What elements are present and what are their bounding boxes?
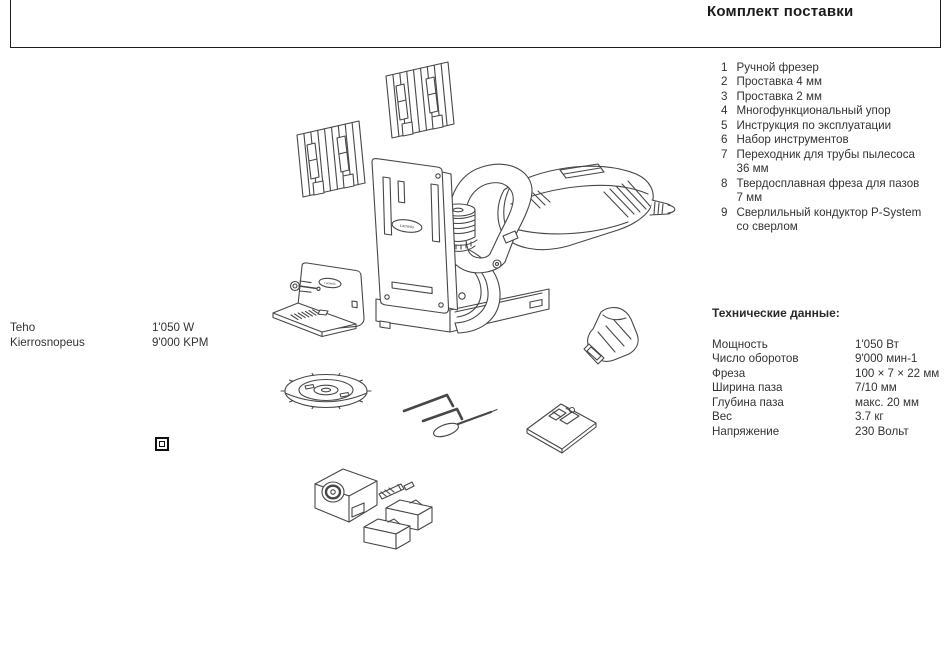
tech-data-table [712, 338, 939, 439]
item-label: со сверлом [736, 219, 798, 233]
list-item-continuation [721, 191, 921, 205]
tech-value: 7/10 мм [855, 381, 897, 395]
list-item [721, 133, 921, 147]
item-number [721, 162, 737, 176]
drill-bit-drawing [379, 482, 414, 499]
drill-jig-drawing [315, 469, 432, 549]
hose-adapter-drawing [584, 308, 638, 364]
side-spec-row [10, 335, 208, 350]
delivery-list [721, 61, 921, 234]
double-insulation-icon [155, 437, 169, 451]
list-item [721, 61, 921, 75]
list-item [721, 177, 921, 191]
list-item-continuation [721, 162, 921, 176]
tech-label: Ширина паза [712, 381, 783, 395]
item-label: 7 мм [736, 191, 763, 205]
tech-label: Число оборотов [712, 352, 799, 366]
tech-row [712, 425, 939, 439]
item-label: Переходник для трубы пылесоса [736, 147, 915, 161]
tech-label: Глубина паза [712, 395, 784, 409]
item-label: Многофункциональный упор [736, 104, 891, 118]
groove-cutter-drawing [281, 373, 371, 408]
item-number: 1 [721, 61, 728, 74]
list-item [721, 206, 921, 220]
list-item [721, 90, 921, 104]
page-title: Комплект поставки [707, 3, 854, 20]
item-number: 2 [721, 75, 728, 89]
hand-router-drawing [372, 159, 675, 333]
item-number: 4 [721, 104, 728, 118]
tech-row [712, 396, 939, 410]
side-spec-row [10, 320, 208, 335]
tech-row [712, 338, 939, 352]
item-label: 36 мм [736, 162, 769, 176]
tech-row [712, 352, 939, 366]
clamp-blocks-drawing [364, 500, 432, 549]
spacer-4mm-drawing [386, 62, 454, 138]
list-item [721, 148, 921, 162]
tech-value: 9'000 мин-1 [855, 352, 918, 366]
item-number: 7 [721, 147, 728, 161]
list-item-continuation [721, 220, 921, 234]
item-number: 5 [721, 118, 728, 132]
side-spec-value: 9'000 KPM [152, 336, 209, 350]
item-label: Ручной фрезер [736, 61, 819, 74]
tech-value: макс. 20 мм [855, 395, 919, 409]
item-number [721, 191, 737, 205]
list-item [721, 119, 921, 133]
item-label: Инструкция по эксплуатации [736, 118, 892, 132]
side-spec-label: Teho [10, 321, 36, 334]
item-label: Проставка 4 мм [736, 75, 822, 89]
logo-text: Lamello [399, 222, 415, 230]
item-label: Набор инструментов [736, 133, 849, 147]
tech-label: Напряжение [712, 424, 780, 438]
tech-label: Фреза [712, 366, 746, 380]
tech-row [712, 410, 939, 424]
tool-set-drawing [404, 395, 497, 439]
item-label: Твердосплавная фреза для пазов [736, 176, 920, 190]
side-specs [10, 320, 208, 350]
double-insulation-inner-square [159, 441, 165, 447]
tech-row [712, 367, 939, 381]
tech-row [712, 381, 939, 395]
item-number [721, 220, 737, 234]
item-number: 9 [721, 205, 728, 219]
list-item [721, 104, 921, 118]
item-number: 6 [721, 133, 728, 147]
item-number: 3 [721, 89, 728, 103]
side-spec-label: Kierrosnopeus [10, 336, 85, 350]
multifunction-fence-drawing [273, 263, 364, 337]
logo-text: Lamello [324, 280, 336, 287]
parts-plate-drawing [527, 404, 596, 453]
tech-label: Мощность [712, 338, 768, 351]
item-label: Сверлильный кондуктор P-System [736, 205, 922, 219]
spacer-2mm-drawing [297, 121, 365, 197]
item-label: Проставка 2 мм [736, 89, 822, 103]
tech-value: 3.7 кг [855, 410, 884, 424]
side-spec-value: 1'050 W [152, 321, 195, 334]
tech-value: 1'050 Вт [855, 338, 899, 351]
tech-value: 100 × 7 × 22 мм [855, 366, 940, 380]
tech-label: Вес [712, 410, 732, 424]
tech-value: 230 Вольт [855, 424, 909, 438]
list-item [721, 75, 921, 89]
tech-data-title: Технические данные: [712, 306, 840, 320]
item-number: 8 [721, 176, 728, 190]
